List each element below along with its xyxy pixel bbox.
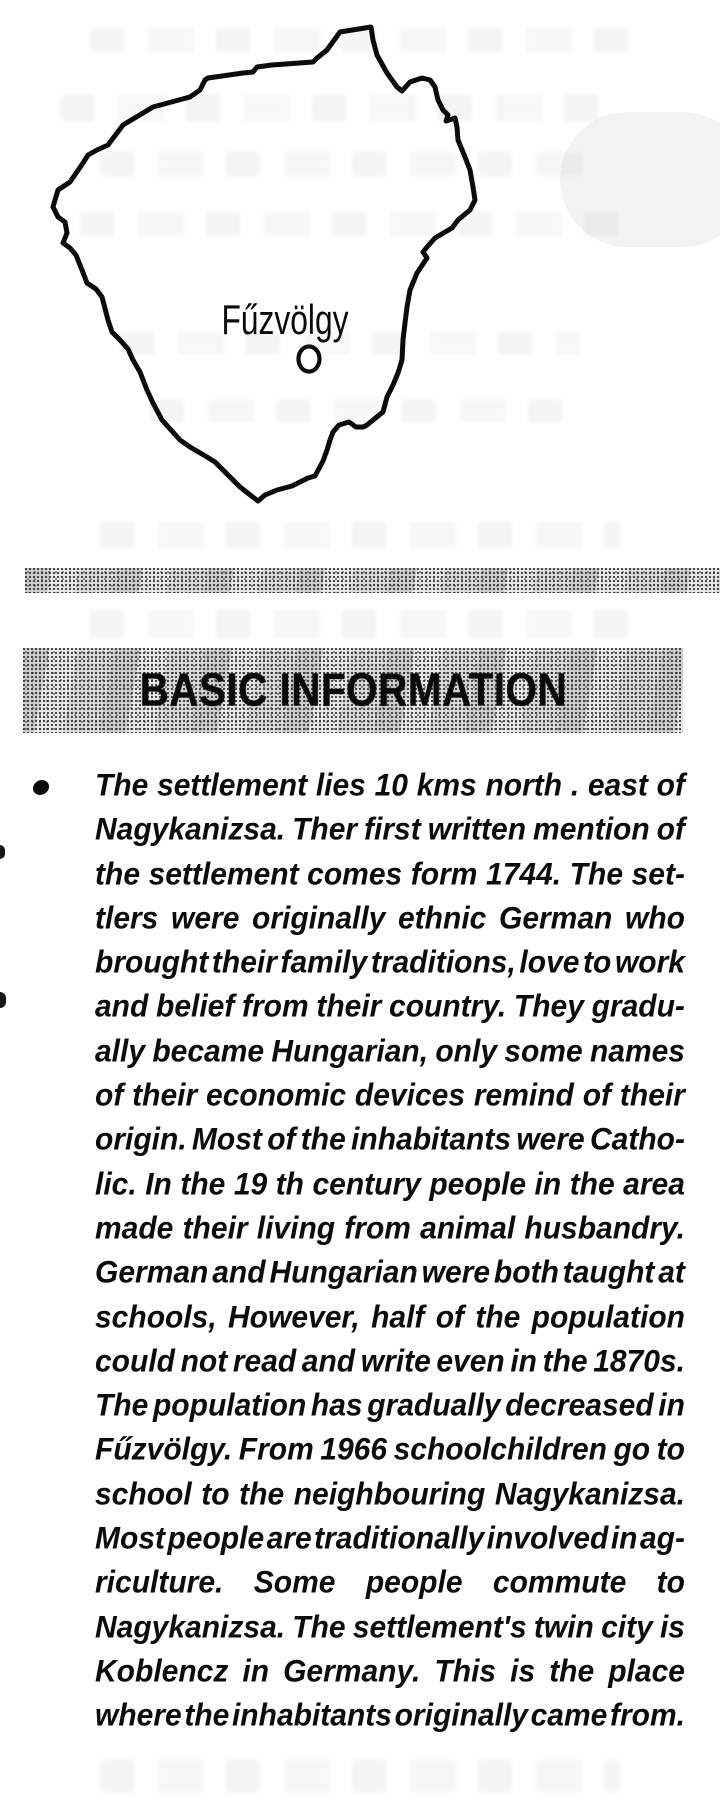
paragraph-line: could not read and write even in the 1870s.: [95, 1343, 685, 1379]
paragraph-line: lic. In the 19 th century people in the area: [95, 1166, 685, 1202]
paragraph-line: German and Hungarian were both taught at: [95, 1255, 685, 1291]
paragraph-line: made their living from animal husbandry.: [95, 1210, 685, 1246]
paragraph-line: brought their family traditions, love to work: [95, 945, 685, 981]
scan-edge-artifact: [0, 845, 5, 859]
paragraph-line: school to the neighbouring Nagykanizsa.: [95, 1476, 685, 1512]
paragraph-line: origin. Most of the inhabitants were Catho-: [95, 1122, 685, 1158]
settlement-map: [0, 0, 720, 560]
scan-edge-artifact: [0, 992, 6, 1008]
bleedthrough-smudge: [100, 1760, 620, 1792]
paragraph-line: ally became Hungarian, only some names: [95, 1033, 685, 1069]
paragraph-line: tlers were originally ethnic German who: [95, 900, 685, 936]
paragraph-line: The population has gradually decreased in: [95, 1388, 685, 1424]
paragraph-line: Koblencz in Germany. This is the place: [95, 1653, 685, 1689]
bleedthrough-smudge: [90, 610, 650, 638]
settlement-boundary-outline: [53, 27, 475, 501]
paragraph-line: Fűzvölgy. From 1966 schoolchildren go to: [95, 1432, 685, 1468]
paragraph-line: the settlement comes form 1744. The set-: [95, 856, 685, 892]
paragraph-line: Nagykanizsa. The settlement's twin city is: [95, 1609, 685, 1645]
section-header-bar: [23, 648, 683, 733]
paragraph-line: and belief from their country. They gradu-: [95, 989, 685, 1025]
settlement-name-label: Fűzvölgy: [221, 296, 349, 343]
bullet-marker: [32, 780, 50, 795]
paragraph-line: of their economic devices remind of their: [95, 1078, 685, 1114]
paragraph-line: schools, However, half of the population: [95, 1299, 685, 1335]
halftone-divider-bar: [25, 568, 720, 593]
paragraph-line: Most people are traditionally involved in ag-: [95, 1521, 685, 1556]
section-title: BASIC INFORMATION: [139, 664, 567, 716]
settlement-circle-marker: [299, 347, 320, 372]
paragraph-line: where the inhabitants originally came from.: [95, 1698, 685, 1734]
paragraph-line: The settlement lies 10 kms north . east of: [95, 767, 685, 803]
paragraph-line: riculture. Some people commute to: [95, 1565, 685, 1601]
info-paragraph: [95, 764, 685, 1739]
paragraph-line: Nagykanizsa. Ther first written mention of: [95, 812, 685, 848]
